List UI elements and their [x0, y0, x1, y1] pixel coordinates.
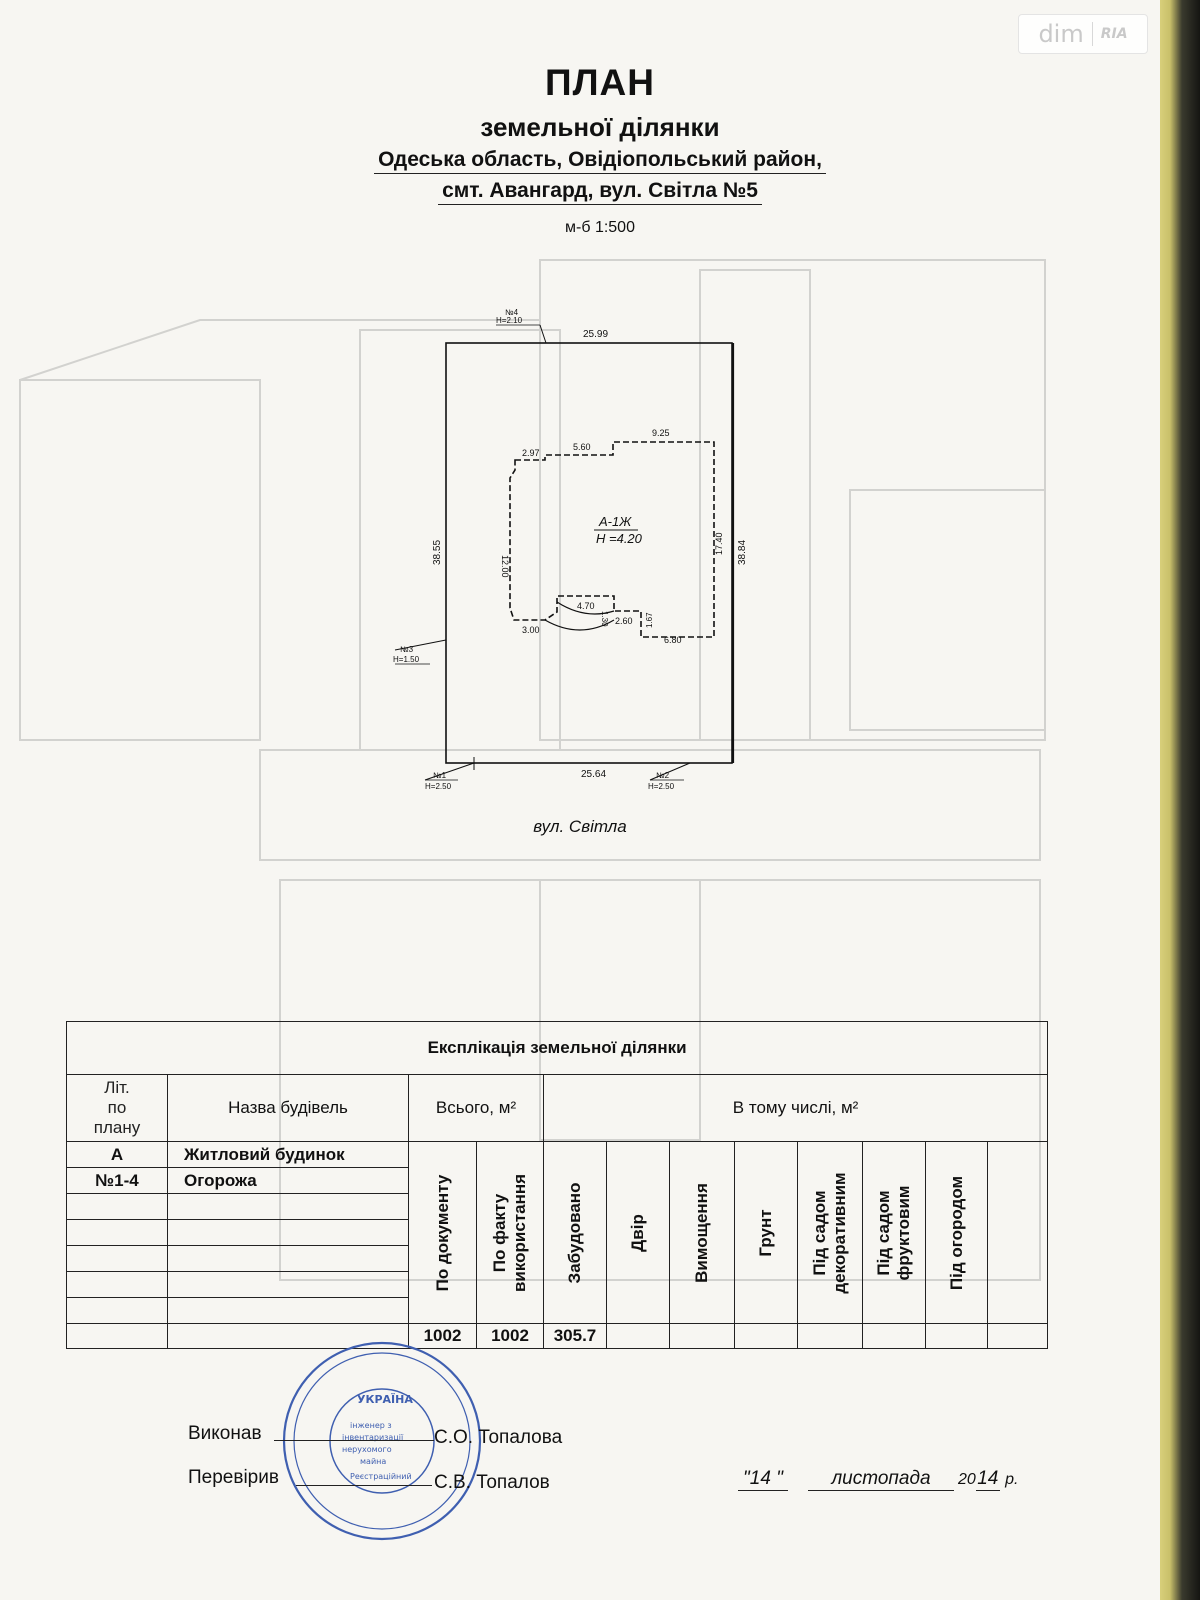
sub-paving-text: Вимощення — [692, 1182, 711, 1283]
corner-1-height: H=2.50 — [425, 782, 452, 791]
total-empty — [926, 1324, 988, 1349]
svg-text:Реєстраційний: Реєстраційний — [350, 1472, 412, 1481]
svg-text:нерухомого: нерухомого — [342, 1445, 392, 1454]
svg-text:УКРАЇНА: УКРАЇНА — [357, 1393, 413, 1406]
sub-by-fact-text: По факту використання — [490, 1173, 529, 1292]
lot-left-dim: 38.55 — [432, 539, 443, 565]
done-signature-line — [274, 1440, 434, 1441]
col-lit-header — [67, 1075, 168, 1142]
sub-vegetable — [926, 1142, 988, 1324]
sub-yard — [607, 1142, 670, 1324]
sub-by-document — [409, 1142, 477, 1324]
sub-yard-text: Двір — [628, 1213, 647, 1252]
check-label: Перевірив — [188, 1467, 279, 1488]
building-label: А-1Ж — [599, 514, 632, 529]
sub-paving — [670, 1142, 735, 1324]
building-height: H =4.20 — [596, 531, 642, 546]
date-year-wrap — [958, 1468, 1018, 1491]
sub-soil-text: Грунт — [756, 1208, 775, 1257]
sub-built — [544, 1142, 607, 1324]
row-empty-name — [168, 1220, 409, 1246]
col-total-header: Всього, м² — [409, 1075, 544, 1142]
totals-lit — [67, 1324, 168, 1349]
date-month-wrap — [808, 1468, 954, 1491]
row-1-name: Житловий будинок — [168, 1142, 409, 1168]
check-name: С.В. Топалов — [434, 1472, 550, 1493]
bld-dim-925: 9.25 — [652, 428, 670, 438]
lot-boundary — [446, 343, 732, 763]
total-empty — [798, 1324, 863, 1349]
watermark-text: dim — [1038, 20, 1084, 48]
sub-fruit-garden-text: Під садом фруктовим — [874, 1185, 913, 1280]
sub-soil — [735, 1142, 798, 1324]
corner-4-height: H=2.10 — [496, 316, 523, 325]
svg-text:інженер з: інженер з — [350, 1421, 392, 1430]
corner-2-num: №2 — [656, 771, 670, 780]
corner-4-num: №4 — [505, 308, 519, 317]
sub-empty — [988, 1142, 1048, 1324]
table-caption: Експлікація земельної ділянки — [67, 1022, 1048, 1075]
svg-text:майна: майна — [360, 1457, 387, 1466]
binder-edge — [1160, 0, 1200, 1600]
total-empty — [670, 1324, 735, 1349]
bld-dim-260: 2.60 — [615, 616, 633, 626]
plan-title: ПЛАН — [545, 62, 655, 103]
total-built: 305.7 — [544, 1324, 607, 1349]
plan-subtitle: земельної ділянки — [480, 112, 720, 142]
sub-vegetable-text: Під огородом — [946, 1175, 966, 1290]
total-empty — [863, 1324, 926, 1349]
bld-dim-300: 3.00 — [522, 625, 540, 635]
sub-by-fact — [477, 1142, 544, 1324]
row-empty-name — [168, 1298, 409, 1324]
corner-3-height: H=1.50 — [393, 655, 420, 664]
bld-dim-130: 1.30 — [600, 611, 609, 627]
date-day-wrap — [738, 1468, 788, 1491]
total-by-fact: 1002 — [477, 1324, 544, 1349]
done-label: Виконав — [188, 1423, 262, 1444]
done-name: С.О. Топалова — [434, 1427, 563, 1448]
bld-dim-1740: 17.40 — [714, 532, 724, 555]
lot-right-dim: 38.84 — [737, 539, 748, 565]
row-2-lit: №1-4 — [67, 1168, 168, 1194]
plan-scale: м-б 1:500 — [565, 219, 635, 236]
address-line-2: смт. Авангард, вул. Світла №5 — [438, 179, 762, 205]
corner-2-height: H=2.50 — [648, 782, 675, 791]
total-by-document: 1002 — [409, 1324, 477, 1349]
bld-dim-297: 2.97 — [522, 448, 540, 458]
row-empty-name — [168, 1194, 409, 1220]
bld-dim-470: 4.70 — [577, 601, 595, 611]
col-lit-l2: по — [107, 1098, 127, 1117]
street-label: вул. Світла — [533, 817, 627, 836]
total-empty — [607, 1324, 670, 1349]
col-lit-l1: Літ. — [104, 1078, 130, 1097]
row-1-lit: А — [67, 1142, 168, 1168]
land-explication-table — [66, 1021, 1048, 1349]
bld-dim-1200: 12.00 — [500, 555, 510, 578]
date-year-unit: р. — [1005, 1471, 1019, 1488]
row-empty — [67, 1194, 168, 1220]
sub-by-document-text: По документу — [432, 1174, 452, 1291]
lot-bottom-dim: 25.64 — [581, 769, 607, 780]
sub-fruit-garden — [863, 1142, 926, 1324]
sub-decor-garden-text: Під садом декоративним — [810, 1171, 849, 1294]
address-line-1: Одеська область, Овідіопольський район, — [374, 148, 826, 174]
total-empty — [988, 1324, 1048, 1349]
corner-1-num: №1 — [433, 771, 447, 780]
bld-dim-167: 1.67 — [645, 612, 654, 628]
bld-dim-560: 5.60 — [573, 442, 591, 452]
corner-3-num: №3 — [400, 645, 414, 654]
row-empty — [67, 1272, 168, 1298]
row-empty-name — [168, 1246, 409, 1272]
col-name-header: Назва будівель — [168, 1075, 409, 1142]
row-empty — [67, 1220, 168, 1246]
row-empty — [67, 1246, 168, 1272]
date-year-prefix: 20 — [958, 1471, 976, 1488]
row-empty — [67, 1298, 168, 1324]
col-lit-l3: плану — [93, 1118, 141, 1137]
date-day: "14 " — [738, 1468, 788, 1491]
check-signature-line — [296, 1485, 432, 1486]
col-incl-header: В тому числі, м² — [544, 1075, 1048, 1142]
bld-dim-680: 6.80 — [664, 635, 682, 645]
watermark-brand: RIA — [1100, 26, 1128, 42]
row-empty-name — [168, 1272, 409, 1298]
lot-top-dim: 25.99 — [583, 329, 609, 340]
sub-built-text: Забудовано — [565, 1182, 584, 1283]
date-year-suffix: 14 — [977, 1468, 999, 1489]
sub-decor-garden — [798, 1142, 863, 1324]
total-empty — [735, 1324, 798, 1349]
svg-text:інвентаризації: інвентаризації — [342, 1433, 404, 1442]
date-month: листопада — [808, 1468, 954, 1491]
row-2-name: Огорожа — [168, 1168, 409, 1194]
